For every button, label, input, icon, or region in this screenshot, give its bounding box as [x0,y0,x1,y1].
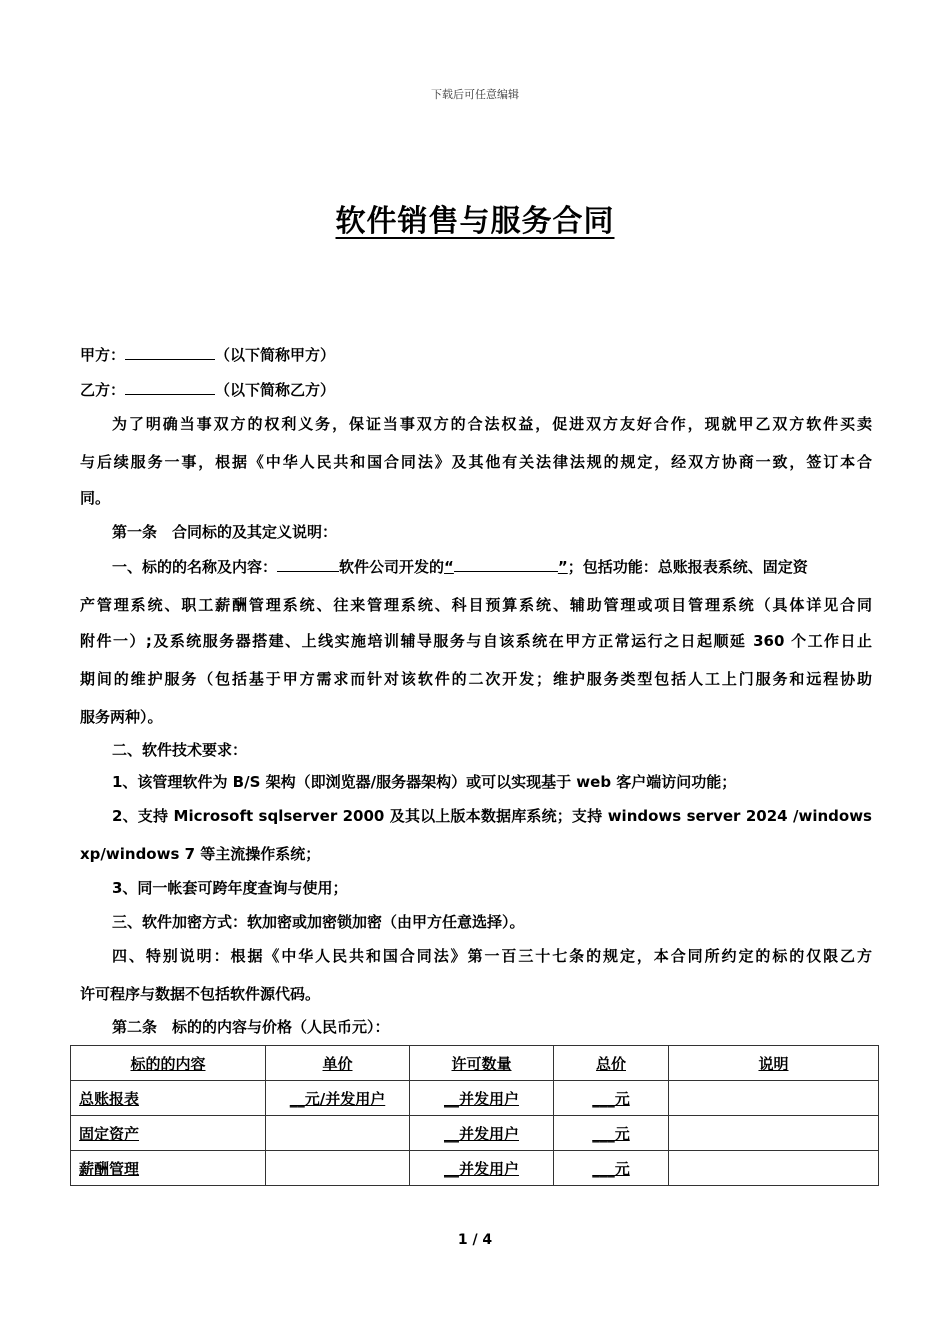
row-total: ___元 [554,1151,669,1186]
header-item: 标的的内容 [71,1046,266,1081]
item1-line-4: 期间的维护服务（包括基于甲方需求而针对该软件的二次开发；维护服务类型包括人工上门服务和远程协助 [80,670,872,688]
row-total: ___元 [554,1116,669,1151]
item1-line-2: 产管理系统、职工薪酬管理系统、往来管理系统、科目预算系统、辅助管理或项目管理系统（具体详见合同 [80,596,872,614]
item1-prefix: 一、标的的名称及内容： [112,558,278,576]
article2-heading: 第二条 标的的内容与价格（人民币元）： [112,1018,390,1036]
article1-item4-line-2: 许可程序与数据不包括软件源代码。 [80,985,321,1003]
item1-rest: ；包括功能：总账报表系统、固定资 [567,558,808,576]
preamble-line-3: 同。 [80,489,111,507]
row-quantity: __并发用户 [410,1151,554,1186]
row-note [669,1081,879,1116]
row-quantity: __并发用户 [410,1081,554,1116]
row-item: 总账报表 [71,1081,266,1116]
tech-req-2-line-1: 2、支持 Microsoft sqlserver 2000 及其以上版本数据库系统；支持 windows server 2024 /windows [112,807,872,825]
price-table [70,1045,879,1186]
tech-req-2-line-2: xp/windows 7 等主流操作系统； [80,845,321,863]
row-item: 固定资产 [71,1116,266,1151]
article1-heading: 第一条 合同标的及其定义说明： [112,523,338,541]
contract-title [0,196,950,240]
tech-req-3: 3、同一帐套可跨年度查询与使用； [112,879,348,897]
party-a-blank [125,344,215,360]
header-note: 说明 [669,1046,879,1081]
party-a-line [80,344,335,365]
preamble-line-1: 为了明确当事双方的权利义务，保证当事双方的合法权益，促进双方友好合作，现就甲乙双方软件买卖 [112,415,872,433]
row-unit-price [266,1151,410,1186]
preamble-line-2: 与后续服务一事，根据《中华人民共和国合同法》及其他有关法律法规的规定，经双方协商一致，签订本合 [80,453,872,471]
page-number: 1 / 4 [457,1232,493,1248]
row-unit-price: __元/并发用户 [266,1081,410,1116]
party-b-suffix: （以下简称乙方） [215,381,336,399]
item1-line-5: 服务两种）。 [80,708,163,726]
price-table-header-row [71,1046,879,1081]
row-item: 薪酬管理 [71,1151,266,1186]
party-b-line [80,379,335,400]
row-unit-price [266,1116,410,1151]
software-name-blank [454,556,558,572]
tech-req-1: 1、该管理软件为 B/S 架构（即浏览器/服务器架构）或可以实现基于 web 客户端访问功能； [112,773,737,791]
header-note: 下载后可任意编辑 [431,88,519,101]
table-row [71,1081,879,1116]
header-total: 总价 [554,1046,669,1081]
article1-item3: 三、软件加密方式：软加密或加密锁加密（由甲方任意选择）。 [112,913,525,931]
header-unit-price: 单价 [266,1046,410,1081]
quote-close: ” [557,558,568,576]
developer-blank [277,556,339,572]
contract-title-text: 软件销售与服务合同 [335,204,615,239]
quote-open: “ [444,558,454,576]
row-note [669,1116,879,1151]
party-a-label: 甲方： [80,346,126,364]
party-a-suffix: （以下简称甲方） [215,346,336,364]
row-total: ___元 [554,1081,669,1116]
party-b-blank [125,379,215,395]
article1-item4-line-1: 四、特别说明：根据《中华人民共和国合同法》第一百三十七条的规定，本合同所约定的标的仅限乙方 [112,947,872,965]
table-row [71,1116,879,1151]
row-quantity: __并发用户 [410,1116,554,1151]
item1-line-3: 附件一）;及系统服务器搭建、上线实施培训辅导服务与自该系统在甲方正常运行之日起顺延 360 个工作日止 [80,632,872,650]
table-row [71,1151,879,1186]
party-b-label: 乙方： [80,381,126,399]
header-quantity: 许可数量 [410,1046,554,1081]
article1-item1-line [112,556,872,577]
article1-item2: 二、软件技术要求： [112,741,248,759]
row-note [669,1151,879,1186]
item1-mid: 软件公司开发的 [339,558,445,576]
